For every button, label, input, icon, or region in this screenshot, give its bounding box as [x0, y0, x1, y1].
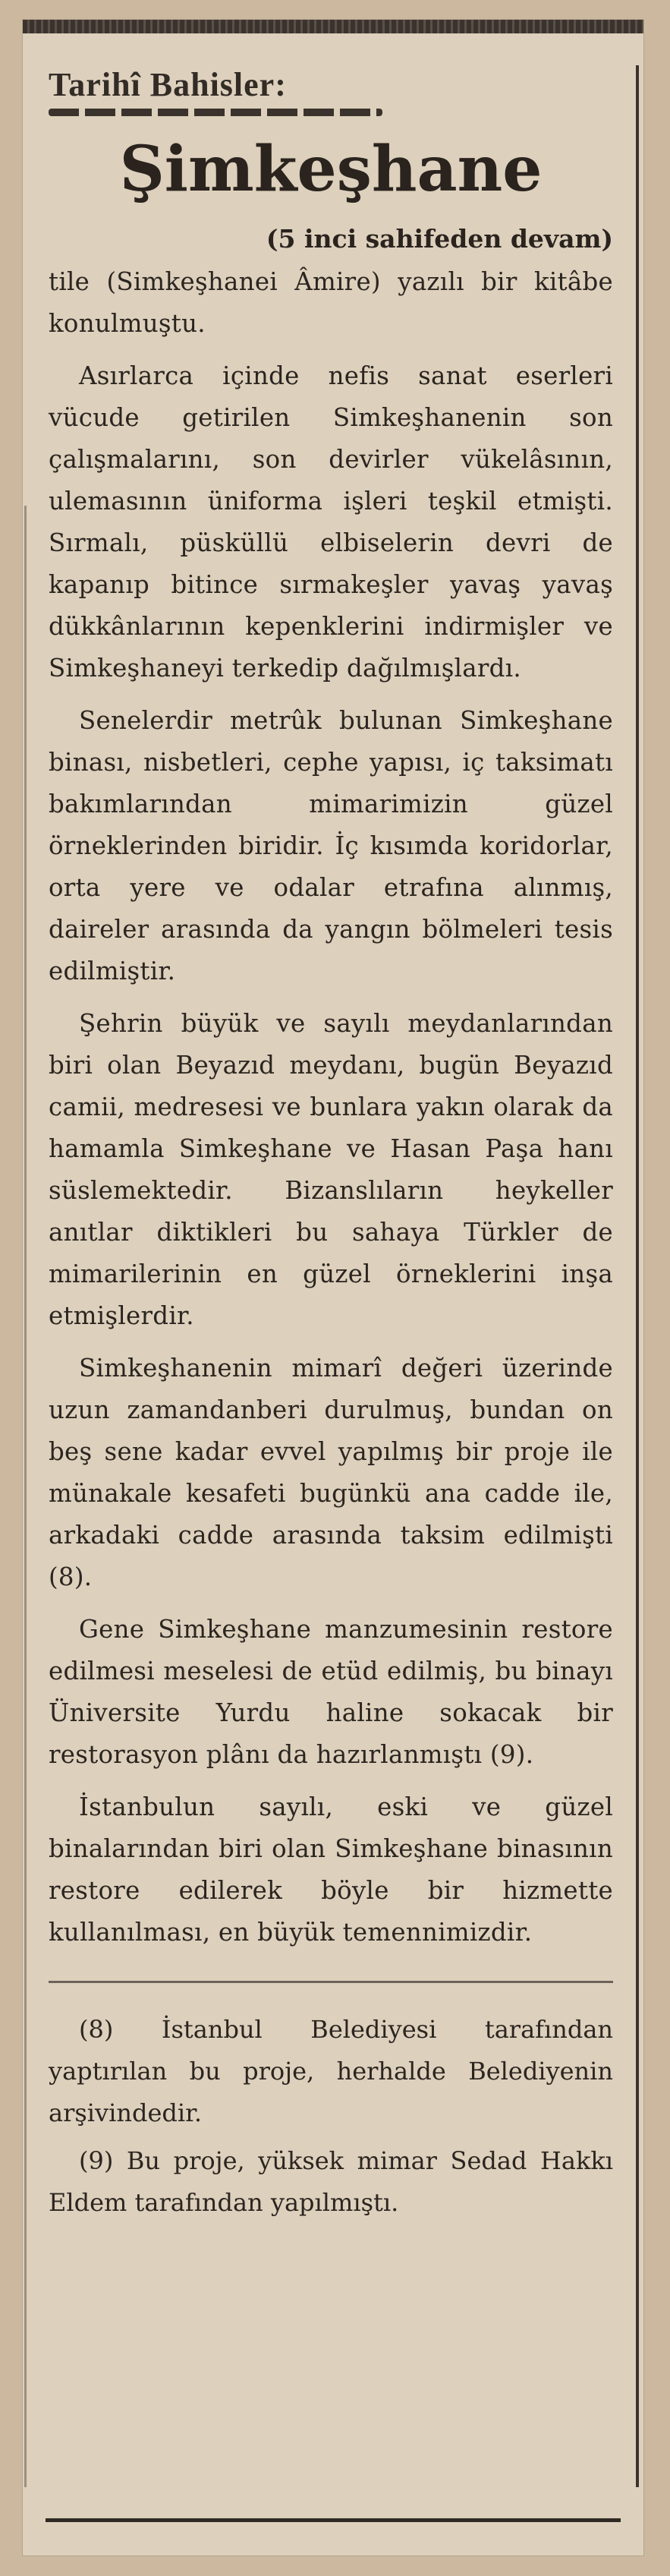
column-rule-right	[636, 65, 639, 2487]
rubric-underline	[49, 109, 382, 116]
top-rule	[23, 20, 643, 33]
newspaper-clipping	[23, 20, 643, 2556]
paragraph: Şehrin büyük ve sayılı meydanlarından biri olan Beyazıd meydanı, bugün Beyazıd camii, medresesi ve bunlara yakın olarak da hamamla Simkeşhane ve Hasan Paşa hanı süslemektedir. Bizanslıların heykeller anıtlar diktikleri bu sahaya Türkler de mimarilerinin en güzel örneklerini inşa etmişlerdir.	[49, 1009, 613, 1330]
paragraph: Senelerdir metrûk bulunan Simkeşhane binası, nisbetleri, cephe yapısı, iç taksimatı bakımlarından mimarimizin güzel örneklerinden biridir. İç kısımda koridorlar, orta yere ve odalar etrafına alınmış, daireler arasında da yangın bölmeleri tesis edilmiştir.	[49, 706, 613, 985]
section-rubric: Tarihî Bahisler:	[49, 66, 287, 103]
continued-note: (5 inci sahifeden devam)	[266, 224, 613, 254]
article	[49, 65, 613, 2230]
article-body	[49, 261, 613, 1953]
paragraph: Gene Simkeşhane manzumesinin restore edilmesi meselesi de etüd edilmiş, bu binayı Üniversite Yurdu haline sokacak bir restorasyon plânı da hazırlanmıştı (9).	[49, 1615, 613, 1769]
footnotes	[49, 2009, 613, 2224]
article-headline: Şimkeşhane	[119, 133, 543, 206]
paragraph: tile (Simkeşhanei Âmire) yazılı bir kitâbe konulmuştu.	[49, 267, 613, 338]
footnote-separator	[49, 1981, 613, 1983]
paragraph: Simkeşhanenin mimarî değeri üzerinde uzun zamandanberi durulmuş, bundan on beş sene kadar evvel yapılmış bir proje ile münakale kesafeti bugünkü ana cadde ile, arkadaki cadde arasında taksim edilmişti (8).	[49, 1354, 613, 1591]
bottom-rule	[46, 2518, 621, 2522]
footnote: (9) Bu proje, yüksek mimar Sedad Hakkı Eldem tarafından yapılmıştı.	[49, 2146, 613, 2217]
paragraph: Asırlarca içinde nefis sanat eserleri vücude getirilen Simkeşhanenin son çalışmalarını, son devirler vükelâsının, ulemasının üniforma işleri teşkil etmişti. Sırmalı, püsküllü elbiselerin devri de kapanıp bitince sırmakeşler yavaş yavaş dükkânlarının kepenklerini indirmişler ve Simkeşhaneyi terkedip dağılmışlardı.	[49, 361, 613, 683]
footnote: (8) İstanbul Belediyesi tarafından yaptırılan bu proje, herhalde Belediyenin arşivindedir.	[49, 2015, 613, 2127]
column-rule-left	[24, 506, 27, 2487]
paragraph: İstanbulun sayılı, eski ve güzel binalarından biri olan Simkeşhane binasının restore edilerek böyle bir hizmette kullanılması, en büyük temennimizdir.	[49, 1792, 613, 1947]
